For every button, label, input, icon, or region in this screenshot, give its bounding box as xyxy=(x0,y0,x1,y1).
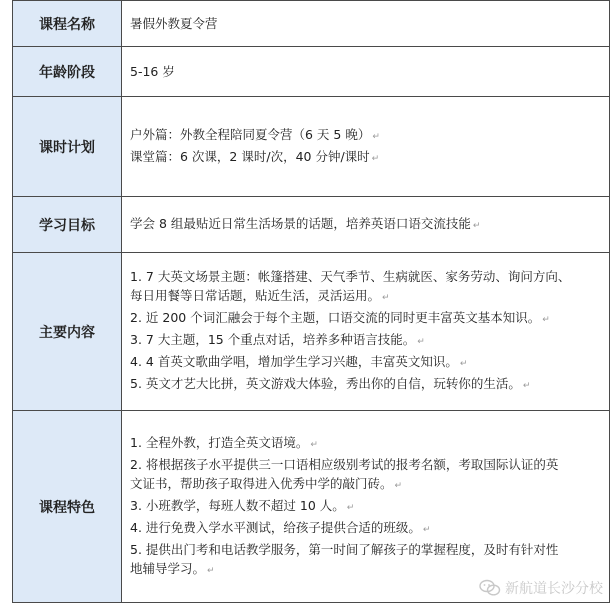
row-content xyxy=(122,253,610,411)
table-row xyxy=(13,197,610,253)
wechat-icon xyxy=(479,579,501,597)
row-label: 年龄阶段 xyxy=(13,47,122,97)
watermark-text: 新航道长沙分校 xyxy=(505,581,603,597)
content-line: 学会 8 组最贴近日常生活场景的话题，培养英语口语交流技能 ↵ xyxy=(130,215,481,231)
content-line: 2. 近 200 个词汇融会于每个主题，口语交流的同时更丰富英文基本知识。 ↵ xyxy=(130,310,550,325)
content-line: 地辅导学习。 ↵ xyxy=(130,560,215,576)
row-label: 课程名称 xyxy=(13,1,122,47)
course-info-table xyxy=(12,0,610,603)
content-line: 课堂篇：6 次课，2 课时/次，40 分钟/课时 ↵ xyxy=(130,148,380,164)
row-content xyxy=(122,97,610,197)
row-label: 课程特色 xyxy=(13,411,122,603)
table-row xyxy=(13,97,610,197)
watermark xyxy=(479,578,603,598)
content-line: 暑假外教夏令营 xyxy=(130,16,218,31)
row-label: 学习目标 xyxy=(13,197,122,253)
content-line: 户外篇：外教全程陪同夏令营（6 天 5 晚） ↵ xyxy=(130,126,380,142)
content-line: 3. 小班教学，每班人数不超过 10 人。 ↵ xyxy=(130,497,355,513)
content-line: 文证书，帮助孩子取得进入优秀中学的敲门砖。 ↵ xyxy=(130,475,403,491)
row-content xyxy=(122,197,610,253)
table-row xyxy=(13,411,610,603)
content-line: 5. 提供出门考和电话教学服务，第一时间了解孩子的掌握程度，及时有针对性 xyxy=(130,541,559,557)
row-content xyxy=(122,47,610,97)
content-line: 4. 4 首英文歌曲学唱，增加学生学习兴趣，丰富英文知识。 ↵ xyxy=(130,354,468,369)
table-row xyxy=(13,1,610,47)
row-content xyxy=(122,1,610,47)
content-line: 5-16 岁 xyxy=(130,64,175,79)
content-line: 2. 将根据孩子水平提供三一口语相应级别考试的报考名额，考取国际认证的英 xyxy=(130,456,559,472)
table-row xyxy=(13,253,610,411)
content-line: 4. 进行免费入学水平测试，给孩子提供合适的班级。 ↵ xyxy=(130,519,431,535)
row-content xyxy=(122,411,610,603)
content-line: 1. 7 大英文场景主题：帐篷搭建、天气季节、生病就医、家务劳动、询问方向、 xyxy=(130,269,571,284)
row-label: 主要内容 xyxy=(13,253,122,411)
table-row xyxy=(13,47,610,97)
content-line: 3. 7 大主题，15 个重点对话，培养多种语言技能。 ↵ xyxy=(130,332,425,347)
content-line: 1. 全程外教，打造全英文语境。 ↵ xyxy=(130,434,318,450)
content-line: 每日用餐等日常话题，贴近生活，灵活运用。 ↵ xyxy=(130,288,390,303)
content-line: 5. 英文才艺大比拼，英文游戏大体验，秀出你的自信，玩转你的生活。 ↵ xyxy=(130,376,531,391)
row-label: 课时计划 xyxy=(13,97,122,197)
